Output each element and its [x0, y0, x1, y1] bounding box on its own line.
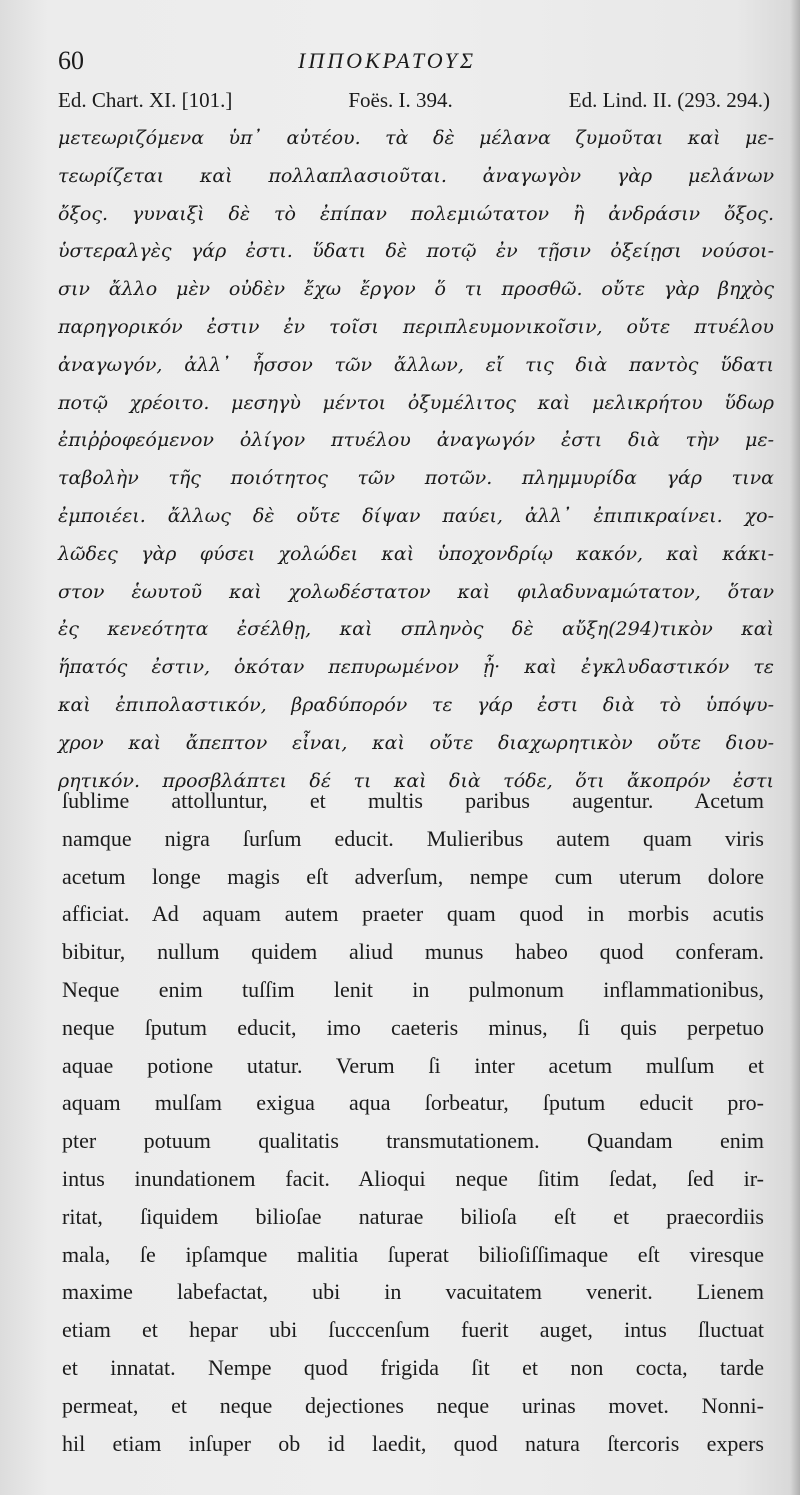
edition-references [58, 88, 770, 113]
latin-line: bibitur, nullum quidem aliud munus habeo quod conferam. [62, 939, 764, 965]
greek-line: ἐμποιέει. ἄλλως δὲ οὔτε δίψαν παύει, ἀλλ᾿ ἐπιπικραίνει. χο- [58, 504, 774, 527]
edition-foes-reference: Foës. I. 394. [348, 88, 453, 112]
latin-line: Neque enim tuſſim lenit in pulmonum inflammationibus, [62, 976, 764, 1002]
latin-line: aquam mulſam exigua aqua ſorbeatur, ſputum educit pro- [62, 1090, 764, 1116]
greek-line: χρον καὶ ἄπεπτον εἶναι, καὶ οὔτε διαχωρητικὸν οὔτε διου- [58, 731, 774, 754]
latin-line: hil etiam inſuper ob id laedit, quod natura ſtercoris expers [62, 1430, 764, 1456]
latin-line: etiam et hepar ubi ſucccenſum fuerit auget, intus ſluctuat [62, 1317, 764, 1343]
greek-line: στον ἑωυτοῦ καὶ χολωδέστατον καὶ φιλαδυναμώτατον, ὅταν [58, 580, 774, 603]
latin-line: pter potuum qualitatis transmutationem. Quandam enim [62, 1128, 764, 1154]
edition-lind-reference: Ed. Lind. II. (293. 294.) [568, 88, 770, 112]
latin-line: afficiat. Ad aquam autem praeter quam quod in morbis acutis [62, 901, 764, 927]
greek-line: καὶ ἐπιπολαστικόν, βραδύπορόν τε γάρ ἐστι διὰ τὸ ὑπόψυ- [58, 693, 774, 716]
greek-line: σιν ἄλλο μὲν οὐδὲν ἔχω ἔργον ὅ τι προσθῶ. οὔτε γὰρ βηχὸς [58, 278, 774, 301]
latin-line: acetum longe magis eſt adverſum, nempe cum uterum dolore [62, 863, 764, 889]
greek-line: ὑστεραλγὲς γάρ ἐστι. ὕδατι δὲ ποτῷ ἐν τῇσιν ὀξείῃσι νούσοι- [58, 240, 774, 263]
greek-line: παρηγορικόν ἐστιν ἐν τοῖσι περιπλευμονικοῖσιν, οὔτε πτυέλου [58, 315, 774, 338]
greek-text-block [58, 120, 774, 800]
page-edge-shadow [790, 0, 800, 1495]
greek-line: ἐπιῤῥοφεόμενον ὀλίγον πτυέλου ἀναγωγόν ἐστι διὰ τὴν με- [58, 429, 774, 452]
latin-line: maxime labefactat, ubi in vacuitatem venerit. Lienem [62, 1279, 764, 1305]
latin-text-block [62, 782, 764, 1462]
latin-line: namque nigra ſurſum educit. Mulieribus autem quam viris [62, 825, 764, 851]
latin-line: ſublime attolluntur, et multis paribus augentur. Acetum [62, 788, 764, 813]
greek-line: μετεωριζόμενα ὑπ᾿ αὐτέου. τὰ δὲ μέλανα ζυμοῦται καὶ με- [58, 127, 774, 149]
greek-line: ταβολὴν τῆς ποιότητος τῶν ποτῶν. πλημμυρίδα γάρ τινα [58, 467, 774, 490]
greek-line: ρητικόν. προσβλάπτει δέ τι καὶ διὰ τόδε, ὅτι ἄκοπρόν ἐστι [58, 769, 774, 792]
page-number: 60 [58, 46, 84, 75]
edition-chart-reference: Ed. Chart. XI. [101.] [58, 88, 233, 112]
latin-line: intus inundationem facit. Alioqui neque ſitim ſedat, ſed ir- [62, 1165, 764, 1191]
greek-line: ἥπατός ἐστιν, ὁκόταν πεπυρωμένον ᾖ· καὶ ἐγκλυδαστικόν τε [58, 656, 774, 679]
latin-line: aquae potione utatur. Verum ſi inter acetum mulſum et [62, 1052, 764, 1078]
latin-line: mala, ſe ipſamque malitia ſuperat bilioſiſſimaque eſt viresque [62, 1241, 764, 1267]
greek-line: ποτῷ χρέοιτο. μεσηγὺ μέντοι ὀξυμέλιτος καὶ μελικρήτου ὕδωρ [58, 391, 774, 414]
greek-line: ὄξος. γυναιξὶ δὲ τὸ ἐπίπαν πολεμιώτατον ἢ ἀνδράσιν ὄξος. [58, 202, 774, 225]
running-title: ΙΠΠΟΚΡΑΤΟΥΣ [298, 48, 477, 73]
latin-line: et innatat. Nempe quod frigida ſit et non cocta, tarde [62, 1354, 764, 1380]
latin-line: ritat, ſiquidem bilioſae naturae bilioſa eſt et praecordiis [62, 1203, 764, 1229]
running-head [58, 46, 768, 82]
greek-line: ἀναγωγόν, ἀλλ᾿ ἧσσον τῶν ἄλλων, εἴ τις διὰ παντὸς ὕδατι [58, 353, 774, 376]
latin-line: neque ſputum educit, imo caeteris minus, ſi quis perpetuo [62, 1014, 764, 1040]
latin-line: permeat, et neque dejectiones neque urinas movet. Nonni- [62, 1392, 764, 1418]
greek-line: ἐς κενεότητα ἐσέλθῃ, καὶ σπληνὸς δὲ αὔξη(294)τικὸν καὶ [58, 618, 774, 641]
greek-line: τεωρίζεται καὶ πολλαπλασιοῦται. ἀναγωγὸν γὰρ μελάνων [58, 164, 774, 187]
greek-line: λῶδες γὰρ φύσει χολώδει καὶ ὑποχονδρίῳ κακόν, καὶ κάκι- [58, 542, 774, 565]
